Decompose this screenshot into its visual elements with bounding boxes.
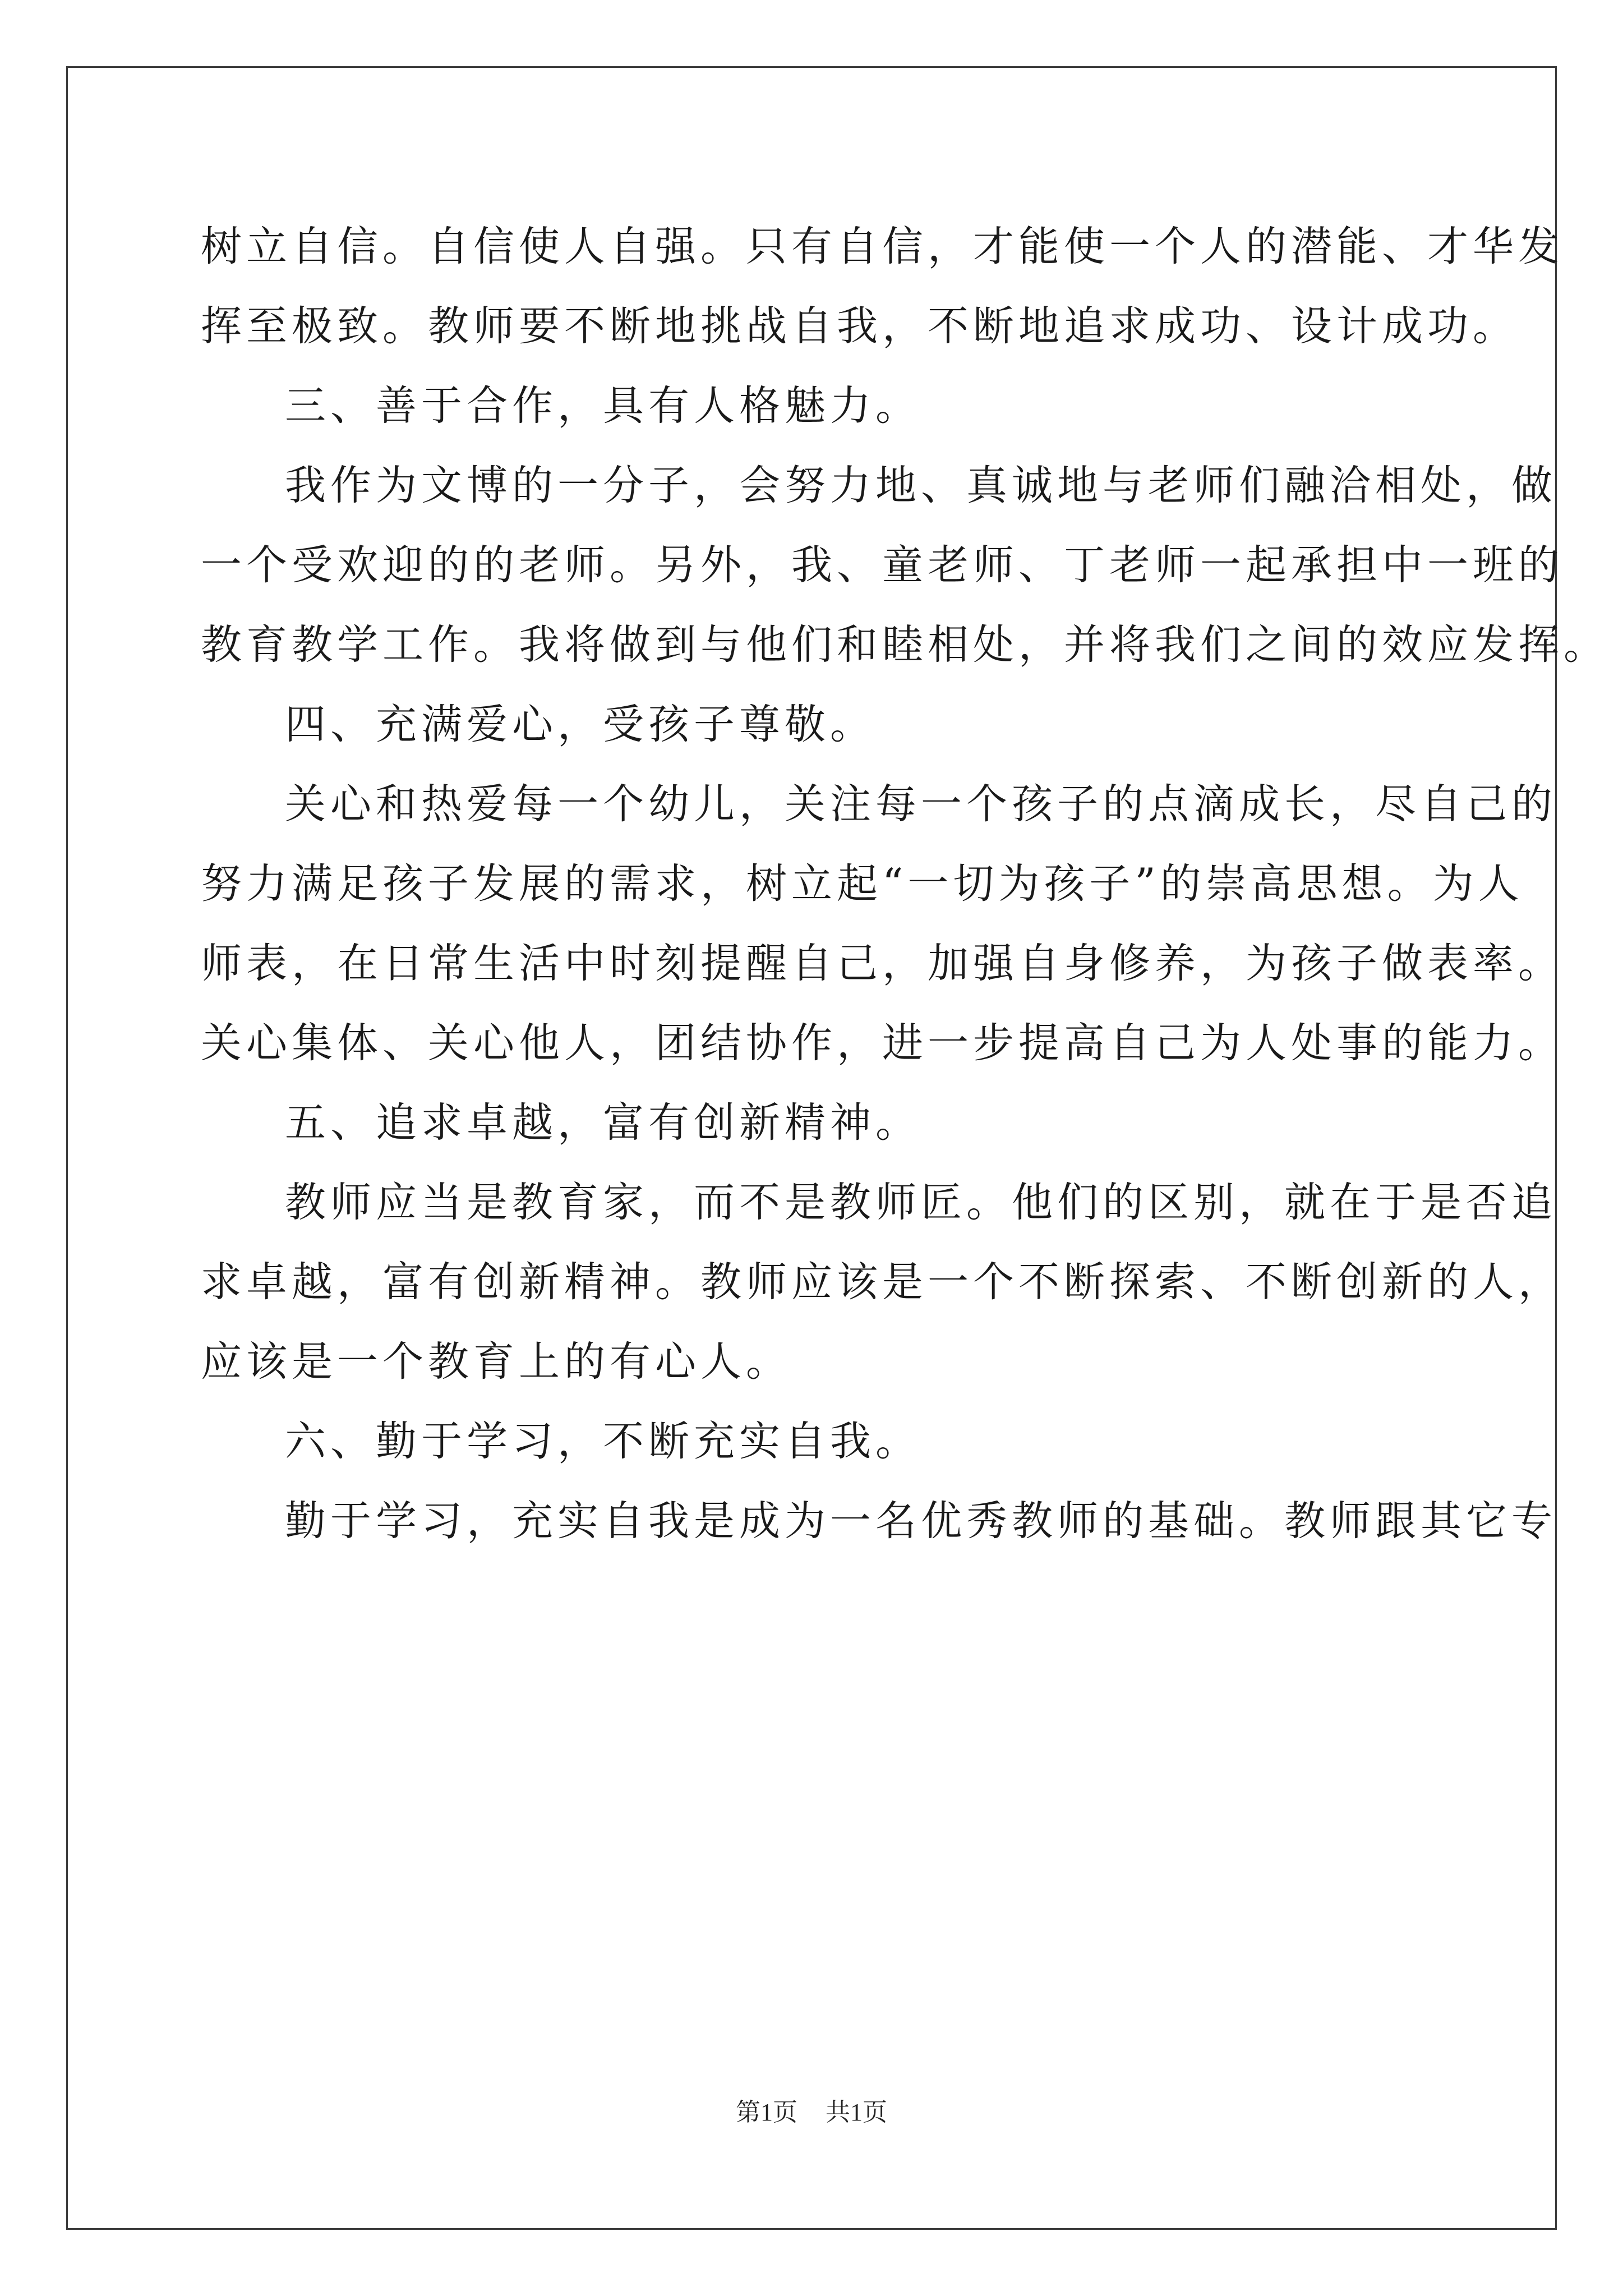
text-line: 勤于学习，充实自我是成为一名优秀教师的基础。教师跟其它专 [285, 1497, 1557, 1545]
text-line: 关心和热爱每一个幼儿，关注每一个孩子的点滴成长，尽自己的 [285, 780, 1557, 828]
text-line: 树立自信。自信使人自强。只有自信，才能使一个人的潜能、才华发 [201, 223, 1564, 270]
text-line: 努力满足孩子发展的需求，树立起“一切为孩子”的崇高思想。为人 [201, 860, 1524, 908]
text-line: 挥至极致。教师要不断地挑战自我，不断地追求成功、设计成功。 [201, 302, 1518, 350]
text-line: 师表，在日常生活中时刻提醒自己，加强自身修养，为孩子做表率。 [201, 940, 1564, 987]
text-line: 教师应当是教育家，而不是教师匠。他们的区别，就在于是否追 [285, 1179, 1557, 1226]
text-line: 求卓越，富有创新精神。教师应该是一个不断探索、不断创新的人， [201, 1258, 1564, 1306]
section-heading: 六、勤于学习，不断充实自我。 [285, 1418, 921, 1465]
text-line: 我作为文博的一分子，会努力地、真诚地与老师们融洽相处，做 [285, 462, 1557, 509]
page-total: 共1页 [826, 2099, 887, 2126]
text-line: 关心集体、关心他人，团结协作，进一步提高自己为人处事的能力。 [201, 1019, 1564, 1067]
section-heading: 三、善于合作，具有人格魅力。 [285, 382, 921, 430]
text-line: 一个受欢迎的的老师。另外，我、童老师、丁老师一起承担中一班的 [201, 541, 1564, 589]
section-heading: 四、充满爱心，受孩子尊敬。 [285, 701, 875, 748]
page-number: 第1页 [736, 2099, 797, 2126]
page-footer [0, 2096, 1623, 2129]
text-line: 教育教学工作。我将做到与他们和睦相处，并将我们之间的效应发挥。 [201, 621, 1609, 669]
text-line: 应该是一个教育上的有心人。 [201, 1338, 791, 1386]
section-heading: 五、追求卓越，富有创新精神。 [285, 1099, 921, 1147]
